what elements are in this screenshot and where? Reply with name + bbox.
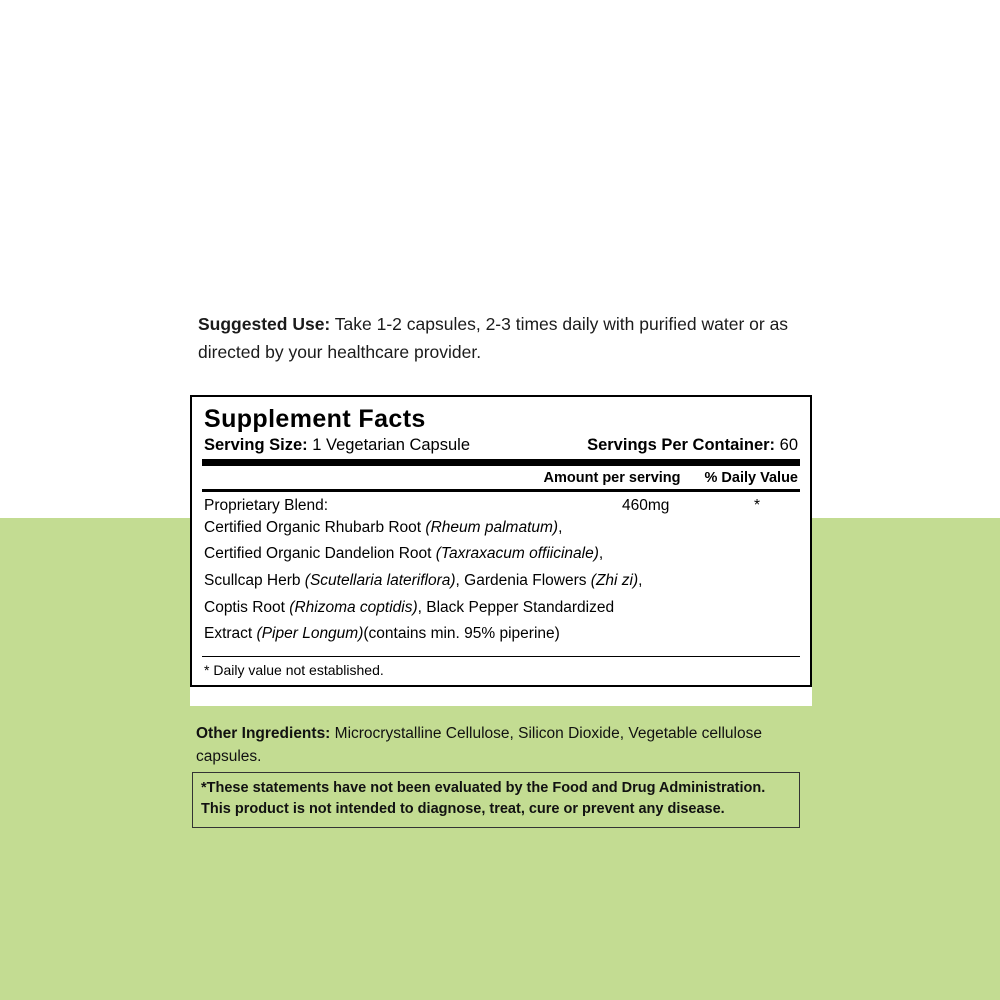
column-header-amount: Amount per serving	[543, 469, 681, 486]
fda-disclaimer-box	[192, 772, 800, 828]
daily-value-footnote: * Daily value not established.	[204, 662, 384, 679]
suggested-use-text: Take 1-2 capsules, 2-3 times daily with purified water or as directed by your healthcare provider.	[198, 314, 789, 363]
ingredient-line: Certified Organic Rhubarb Root (Rheum palmatum),	[204, 518, 563, 536]
supplement-facts-title: Supplement Facts	[204, 405, 426, 433]
suggested-use-heading: Suggested Use:	[198, 314, 331, 334]
serving-size-value: 1 Vegetarian Capsule	[307, 435, 470, 454]
column-header-daily-value: % Daily Value	[704, 469, 798, 486]
divider-thick-top	[202, 459, 800, 466]
serving-size	[204, 436, 470, 455]
disclaimer-line-2: This product is not intended to diagnose, treat, cure or prevent any disease.	[201, 801, 725, 818]
servings-per-container	[587, 436, 798, 455]
servings-per-container-value: 60	[775, 435, 798, 454]
ingredient-line: Extract (Piper Longum)(contains min. 95% piperine)	[204, 625, 560, 643]
other-ingredients-heading: Other Ingredients:	[196, 725, 331, 742]
other-ingredients-block	[196, 722, 806, 769]
ingredient-line: Certified Organic Dandelion Root (Taxraxacum offiicinale),	[204, 545, 604, 563]
ingredient-line: Scullcap Herb (Scutellaria lateriflora), Gardenia Flowers (Zhi zi),	[204, 572, 643, 590]
serving-size-label: Serving Size:	[204, 435, 308, 454]
proprietary-blend-row	[202, 492, 800, 515]
supplement-facts-panel	[190, 395, 812, 687]
proprietary-blend-amount: 460mg	[622, 496, 670, 514]
ingredient-line: Coptis Root (Rhizoma coptidis), Black Pepper Standardized	[204, 598, 615, 616]
column-header-row	[202, 466, 800, 489]
serving-info-row	[204, 436, 798, 455]
other-ingredients-text: Microcrystalline Cellulose, Silicon Dioxide, Vegetable cellulose capsules.	[196, 725, 762, 766]
proprietary-blend-daily-value: *	[754, 496, 761, 514]
suggested-use-block	[198, 310, 798, 367]
disclaimer-line-1: *These statements have not been evaluated by the Food and Drug Administration.	[201, 780, 766, 796]
servings-per-container-label: Servings Per Container:	[587, 435, 776, 454]
proprietary-blend-name: Proprietary Blend:	[204, 496, 329, 514]
